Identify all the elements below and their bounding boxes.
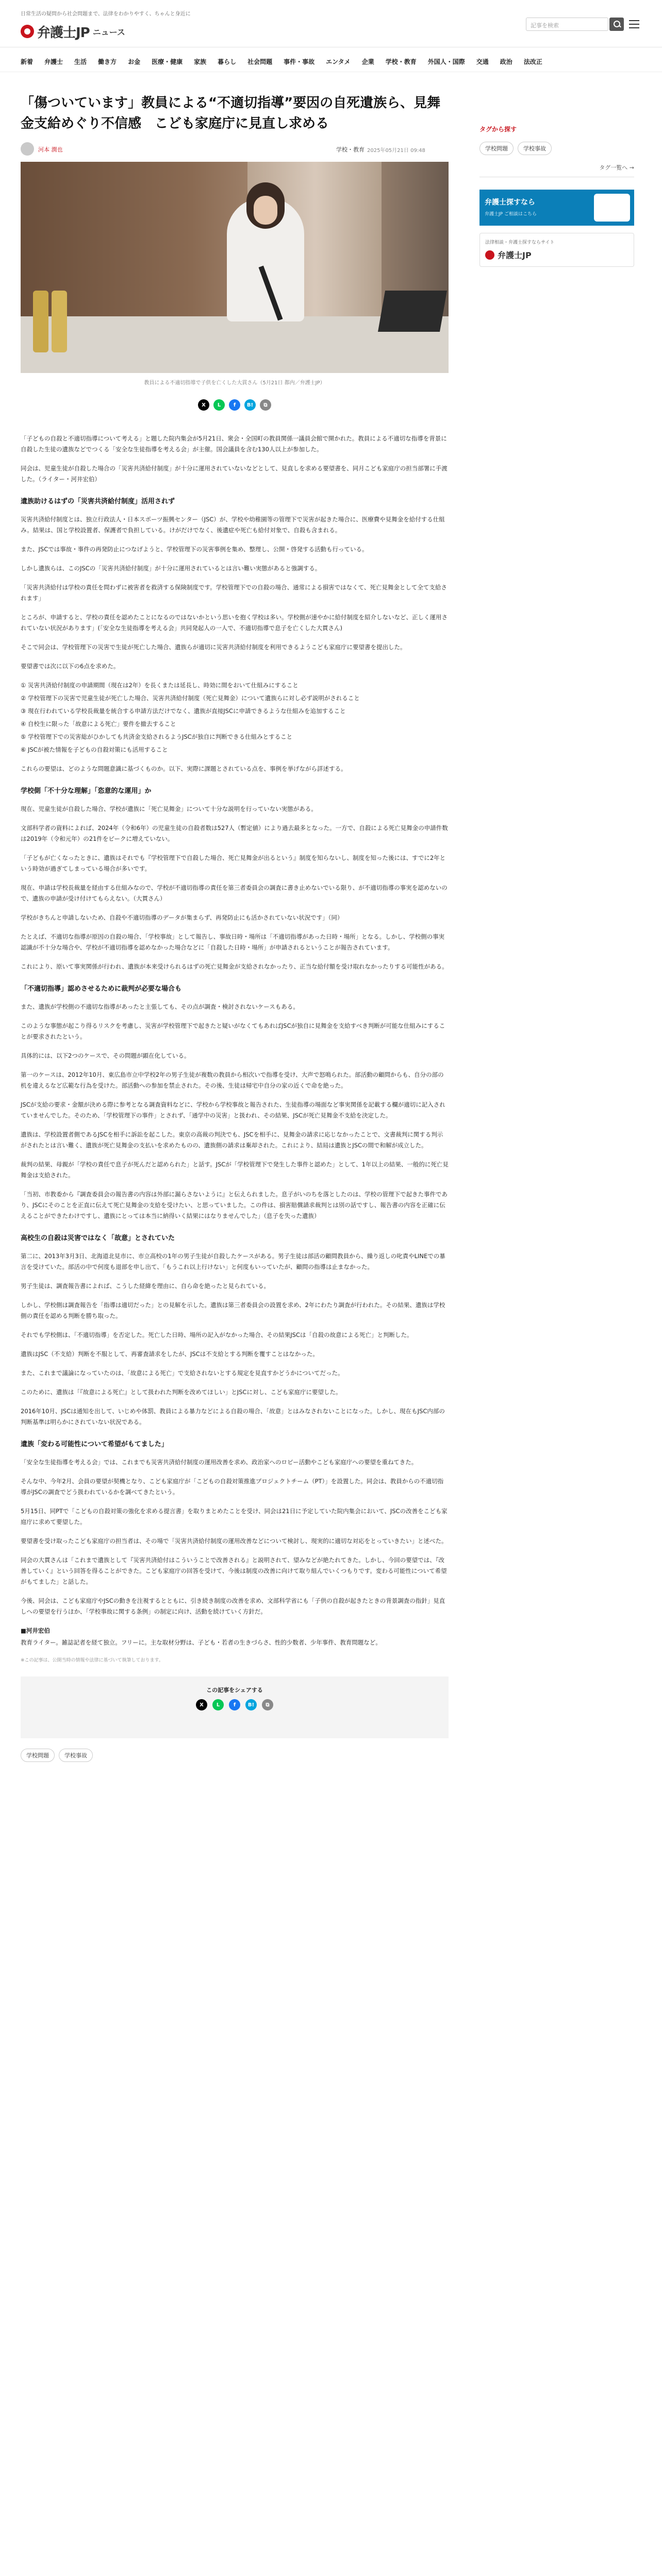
tag-chip[interactable]: 学校事故 — [59, 1749, 93, 1762]
hatena-share-icon[interactable]: B! — [245, 1699, 257, 1710]
author-name[interactable]: 河本 潤也 — [38, 146, 63, 153]
x-share-icon[interactable]: X — [196, 1699, 207, 1710]
site-logo[interactable] — [21, 24, 125, 39]
author-bio: 教育ライター。雑誌記者を経て独立。フリーに。主な取材分野は、子ども・若者の生きづらさ、性的少数者、少年事件、教育問題など。 — [21, 1639, 382, 1646]
paragraph: それでも学校側は、「不適切指導」を否定した。死亡した日時、場所の記入がなかった場合、その結果JSCは「自殺の故意による死亡」と判断した。 — [21, 1331, 413, 1338]
bengoshi-jp-banner[interactable] — [479, 233, 634, 267]
banner-title: 弁護士探すなら — [485, 198, 535, 207]
paragraph: JSCが支給の要求・金額が決める際に参考となる調査資料などに、学校から学校事故と報告された、生徒指導の場面など事実関係を記載する欄が適切に記入されていませんでした。そのため、「学校管理下の事件」とされず、「通学中の災害」と扱われ、その結果、JSCが死亡見舞金不支給を決定した。 — [21, 1101, 445, 1119]
article-category[interactable]: 学校・教育 — [336, 146, 365, 153]
paragraph: 災害共済給付制度とは、独立行政法人・日本スポーツ振興センター（JSC）が、学校や幼稚園等の管理下で災害が起きた場合に、医療費や見舞金を給付する仕組み。結果は、国と学校設置者、保護者で負担している。けがだけでなく、後遺症や死亡も給付対象で、自殺も含まれる。 — [21, 516, 445, 534]
paragraph: 同会は、児童生徒が自殺した場合の「災害共済給付制度」が十分に運用されていないなどとして、見直しを求める要望書を、同月こども家庭庁の担当部署に手渡した。（ライター・河井宏伯） — [21, 465, 448, 483]
paragraph: また、これまで議論になっていたのは、「故意による死亡」で支給されないとする規定を見直すかどうかについてだった。 — [21, 1369, 344, 1377]
section-heading: 高校生の自殺は災害ではなく「故意」とされていた — [21, 1234, 175, 1242]
article-tags — [21, 1749, 449, 1762]
logo-sub: ニュース — [92, 27, 125, 37]
hamburger-menu-icon[interactable] — [627, 18, 641, 31]
site-header — [0, 0, 662, 47]
nav-item[interactable]: 働き方 — [98, 58, 117, 65]
nav-item[interactable]: 家族 — [194, 58, 207, 65]
list-item: ⑤ 学校管理下での災害総がひかしても共済金支給されるようJSCが独自に判断できる仕組みとすること — [21, 733, 293, 740]
nav-item[interactable]: 社会問題 — [247, 58, 273, 65]
logo-text: 弁護士JP — [37, 25, 90, 41]
paragraph: 現在、児童生徒が自殺した場合、学校が遺族に「死亡見舞金」について十分な説明を行っていない実態がある。 — [21, 805, 317, 812]
paragraph: このために、遺族は「『故意による死亡』として扱われた判断を改めてほしい」とJSCに対し、こども家庭庁に要望した。 — [21, 1388, 342, 1396]
copy-link-icon[interactable]: ⧉ — [262, 1699, 273, 1710]
tag-chip[interactable]: 学校問題 — [21, 1749, 55, 1762]
tag-list-link[interactable]: タグ一覧へ → — [599, 164, 634, 171]
paragraph: そこで同会は、学校管理下の災害で生徒が死亡した場合、遺族らが適切に災害共済給付制度を利用できるようこども家庭庁に要望書を提出した。 — [21, 643, 406, 651]
sidebar-tags-title: タグから探す — [479, 126, 517, 133]
paragraph: また、遺族が学校側の不適切な指導があったと主張しても、その点が調査・検討されないケースもある。 — [21, 1003, 299, 1010]
paragraph: ところが、申請すると、学校の責任を認めたことになるのではないかという思いを抱く学校は多い。学校側が速やかに給付制度を紹介しないなど、正しく運用されていない状況があります」(「安全な生徒指導を考える会」共同発起人の一人で、不適切指導で息子を亡くした大貫さん) — [21, 614, 448, 632]
paragraph: たとえば、不適切な指導が原因の自殺の場合、「学校事故」として報告し、事故日時・場所は「不適切指導があった日時・場所」となる。しかし、学校側の事実認識が不十分な場合や、学校が不適切指導を認めなかった場合などに「自殺した日時・場所」が申請されるということが報告されています。 — [21, 933, 445, 951]
paragraph: しかし遺族らは、このJSCの「災害共済給付制度」が十分に運用されているとは言い難い実態があると強調する。 — [21, 565, 321, 572]
section-heading: 学校側「不十分な理解」「恣意的な運用」か — [21, 787, 152, 795]
list-item: ② 学校管理下の災害で児童生徒が死亡した場合、災害共済給付制度（死亡見舞金）について遺族らに対し必ず説明がされること — [21, 694, 360, 702]
hero-image — [21, 162, 449, 373]
banner-logo-text: 弁護士JP — [498, 250, 532, 260]
paragraph: 学校がきちんと申請しないため、自殺や不適切指導のデータが集まらず、再発防止にも活かされていない状況です」（同） — [21, 914, 343, 921]
tag-chip[interactable]: 学校問題 — [479, 142, 514, 155]
paragraph: 現在、申請は学校長裁量を経由する仕組みなので、学校が不適切指導の責任を第三者委員会の調査に書き止めないでいる限り、が不適切指導の事実を認めないので、遺族の申請が受け付けてもらえない。（大貫さん） — [21, 884, 448, 902]
banner-subtitle: 弁護士JP ご相談はこちら — [485, 212, 537, 217]
line-share-icon[interactable]: L — [212, 1699, 224, 1710]
list-item: ⑥ JSCが被た情報を子どもの自殺対策にも活用すること — [21, 746, 168, 753]
paragraph: 2016年10月、JSCは通知を出して、いじめや体罰、教員による暴力などによる自殺の場合、「故意」とはみなされないことになった。しかし、現在もJSC内部の判断基準は明らかにされていない状況である。 — [21, 1408, 445, 1426]
author-avatar[interactable] — [21, 142, 34, 156]
nav-item[interactable]: 弁護士 — [44, 58, 63, 65]
paragraph: 要望書を受け取ったこども家庭庁の担当者は、その場で「災害共済給付制度の運用改善などについて検討し、現実的に適切な対応をとっていきたい」と述べた。 — [21, 1537, 448, 1545]
nav-item[interactable]: 暮らし — [218, 58, 237, 65]
article — [21, 93, 449, 1762]
share-box-title: この記事をシェアする — [206, 1687, 263, 1693]
hero-caption: 教員による不適切指導で子供を亡くした大貫さん（5月21日 都内／弁護士JP） — [144, 380, 325, 386]
nav-item[interactable]: 企業 — [361, 58, 374, 65]
global-nav — [0, 52, 662, 72]
paragraph: 「子どもの自殺と不適切指導について考える」と題した院内集会が5月21日、衆会・全国町の教員関係一議員会館で開かれた。教員による不適切な指導を背景に自殺した生徒の遺族などでつくる「安全な生徒指導を考える会」が主催。国会議員を含む130人以上が参加した。 — [21, 435, 447, 453]
paragraph: これらの要望は、どのような問題意識に基づくものか。以下、実際に課題とされている点を、事例を挙げながら詳述する。 — [21, 765, 347, 772]
nav-item[interactable]: 法改正 — [523, 58, 542, 65]
paragraph: このような事態が起こり得るリスクを考慮し、災害が学校管理下で起きたと疑いがなくてもあればJSCが独自に見舞金を支給すべき判断が可能な仕組みにすることが要求されたという。 — [21, 1022, 445, 1040]
nav-item[interactable]: 事件・事故 — [284, 58, 315, 65]
paragraph: しかし、学校側は調査報告を「指導は適切だった」との見解を示した。遺族は第三者委員会の設置を求め、2年にわたり調査が行われた。その結果、遺族は学校側の責任を認める判断を勝ち取った。 — [21, 1301, 445, 1319]
list-item: ③ 現在行われている学校長裁量を統合する申請方法だけでなく、遺族が直接JSCに申請できるような仕組みを追加すること — [21, 707, 346, 715]
paragraph: 「当初、市教委から『調査委員会の報告書の内容は外部に漏らさないように』と伝えられました。息子がいのちを落としたのは、学校の管理下で起きた事件であり、JSCにそのことを正直に伝えて死亡見舞金の支給を受けたい、と思っていました。この件は、損害賠償請求裁判とは別の話ですし、報告書の内容を正確に伝えることができたわけですし、遺族にとっては本当に納得いく結果にはなりませんでした」（息子を失った遺族） — [21, 1191, 448, 1219]
banner-logo — [485, 249, 532, 261]
nav-item[interactable]: 交通 — [476, 58, 489, 65]
article-title: 「傷ついています」教員による“不適切指導”要因の自死遺族ら、見舞金支給めぐり不信感 こども家庭庁に見直し求める — [21, 95, 441, 131]
lawyer-search-banner[interactable] — [479, 190, 634, 226]
section-heading: 遺族助けるはずの「災害共済給付制度」活用されず — [21, 498, 175, 505]
paragraph: 遺族は、学校設置者側であるJSCを相手に訴訟を起こした。東京の高裁の判決でも、JSCを相手に、見舞金の請求に応じなかったことで、文書裁判に関する判示がされたとは言い難く、遺族が死亡見舞金の支払いを求めたものの、遺族側の請求は棄却された。これにより、結局は遺族とJSCの間で和解が成立した。 — [21, 1131, 443, 1149]
share-box — [21, 1676, 449, 1738]
nav-item[interactable]: 医療・健康 — [152, 58, 183, 65]
paragraph: 「安全な生徒指導を考える会」では、これまでも災害共済給付制度の運用改善を求め、政治家へのロビー活動やこども家庭庁への要望を重ねてきた。 — [21, 1459, 418, 1466]
line-share-icon[interactable]: L — [213, 399, 225, 411]
paragraph: 遺族はJSC（不支給）判断を不服として、再審査請求をしたが、JSCは不支給とする判断を覆すことはなかった。 — [21, 1350, 319, 1358]
tag-chip[interactable]: 学校事故 — [518, 142, 552, 155]
search-input[interactable]: 記事を検索 — [526, 18, 608, 31]
sidebar — [479, 93, 634, 267]
article-body — [21, 433, 449, 1648]
section-heading: 「不適切指導」認めさせるために裁判が必要な場合も — [21, 985, 182, 993]
article-meta — [21, 142, 449, 156]
banner-illustration — [594, 194, 630, 222]
paragraph: 「子どもが亡くなったときに、遺族はそれでも『学校管理下で自殺した場合、死亡見舞金が出るという』制度を知らないし、制度を知った後には、すでに2年という時効が過ぎてしまっている場合が多いです。 — [21, 854, 446, 872]
nav-item[interactable]: お金 — [128, 58, 141, 65]
share-buttons-bottom — [21, 1699, 449, 1710]
paragraph: また、JSCでは事故・事件の再発防止につなげようと、学校管理下の災害事例を集め、整理し、公開・啓発する活動も行っている。 — [21, 546, 368, 553]
logo-mark-icon — [485, 250, 494, 260]
paragraph: 文部科学者の資料によれば、2024年（令和6年）の児童生徒の自殺者数は527人（暫定値）により過去最多となった。一方で、自殺による死亡見舞金の申請件数は2019年（令和元年）の21件をピークに増えていない。 — [21, 824, 448, 842]
hatena-share-icon[interactable]: B! — [244, 399, 256, 411]
paragraph: 要望書では次に以下の6点を求めた。 — [21, 663, 120, 670]
paragraph: これにより、原いて事実関係が行われ、遺族が本来受けられるはずの死亡見舞金が支給されなかったり、正当な給付額を受け取れなかったりする可能性がある。 — [21, 963, 448, 970]
nav-item[interactable]: 学校・教育 — [385, 58, 417, 65]
copy-link-icon[interactable]: ⧉ — [260, 399, 271, 411]
paragraph: 第二に、2013年3月3日、北海道北見市に、市立高校の1年の男子生徒が自殺したケースがある。男子生徒は部活の顧問教員から、繰り返しの叱責やLINEでの暴言を受けていた。部活の中で何度も退部を申し出て、「もうこれ以上行けない」と何度もいっていたが、顧問の指導は止まなかった。 — [21, 1252, 445, 1270]
paragraph: 男子生徒は、調査報告書によれば、こうした経緯を理由に、自ら命を絶ったと見られている。 — [21, 1282, 270, 1290]
share-buttons-top — [21, 399, 449, 411]
sidebar-tags — [479, 142, 634, 155]
list-item: ④ 自校生に限った「故意による死亡」要件を撤去すること — [21, 720, 176, 727]
banner-caption: 法律相談・弁護士探すならサイト — [485, 240, 555, 245]
nav-item[interactable]: 外国人・国際 — [427, 58, 465, 65]
facebook-share-icon[interactable]: f — [229, 1699, 240, 1710]
search-button[interactable] — [609, 18, 624, 31]
facebook-share-icon[interactable]: f — [229, 399, 240, 411]
nav-item[interactable]: 新着 — [21, 58, 34, 65]
paragraph: そんな中、今年2月、会員の要望が契機となり、こども家庭庁が「こどもの自殺対策推進プロジェクトチーム（PT）」を設置した。同会は、教員からの不適切指導がJSCの調査でどう扱われているかを調べてきたという。 — [21, 1478, 444, 1496]
nav-item[interactable]: 生活 — [74, 58, 87, 65]
x-share-icon[interactable]: X — [198, 399, 209, 411]
article-date: 2025年05月21日 09:48 — [367, 148, 425, 154]
site-tagline: 日常生活の疑問から社会問題まで、法律をわかりやすく、ちゃんと身近に — [21, 11, 191, 17]
paragraph: 5月15日、同PTで「こどもの自殺対策の強化を求める提言書」を取りまとめたことを受け、同会は21日に予定していた院内集会において、JSCの改善をこども家庭庁に求めて要望した。 — [21, 1507, 448, 1526]
paragraph: 裁判の結果、母親が「学校の責任で息子が死んだと認められた」と話す。JSCが「学校管理下で発生した事件と認めた」として、1年以上の結果、一般的に死亡見舞金は支給された。 — [21, 1161, 449, 1179]
paragraph: 「災害共済給付は学校の責任を問わずに被害者を救済する保険制度です。学校管理下での自殺の場合、通常による損害ではなくて、死亡見舞金として全て支給されます」 — [21, 584, 447, 602]
nav-item[interactable]: エンタメ — [326, 58, 351, 65]
paragraph: 具体的には、以下2つのケースで、その問題が顕在化している。 — [21, 1052, 190, 1059]
paragraph: 今後、同会は、こども家庭庁やJSCの動きを注視するとともに、引き続き制度の改善を求め、文部科学省にも「子供の自殺が起きたときの背景調査の指針」見直しへの要望を行うほか、「学校事故に関する条例」の制定に向け、活動を続けていく方針だ。 — [21, 1597, 445, 1615]
paragraph: 同会の大貫さんは「これまで遺族として『災害共済給付はこういうことで改善される』と説明されて、望みなどが絶たれてきた。しかし、今回の要望では、『改善していく』という回答を得ることができた。こども家庭庁の回答を受けて、今後は制度の改善に向けて取り組んでいくつもりです。変わる可能性について希望がもてました」と話した。 — [21, 1556, 447, 1585]
paragraph: 第一のケースは、2012年10月、東広島市立中学校2年の男子生徒が複数の教員から相次いで指導を受け、大声で怒鳴られた。部活動の顧問からも、自分の部の机を違えるなど広範な行為を受けた。部活動への参加を禁止された。その後、生徒は帰宅中自分の家の近くで命を絶った。 — [21, 1071, 444, 1089]
article-footnote: ※この記事は、公開当時の情報や法律に基づいて執筆しております。 — [21, 1658, 163, 1663]
logo-mark-icon — [21, 25, 34, 38]
list-item: ① 災害共済給付制度の申請期間（現在は2年）を長くまたは延長し、時効に間をおいて仕組みにすること — [21, 682, 299, 689]
author-bio-title: ■河井宏伯 — [21, 1627, 50, 1634]
nav-item[interactable]: 政治 — [500, 58, 512, 65]
section-heading: 遺族「変わる可能性について希望がもてました」 — [21, 1440, 168, 1448]
